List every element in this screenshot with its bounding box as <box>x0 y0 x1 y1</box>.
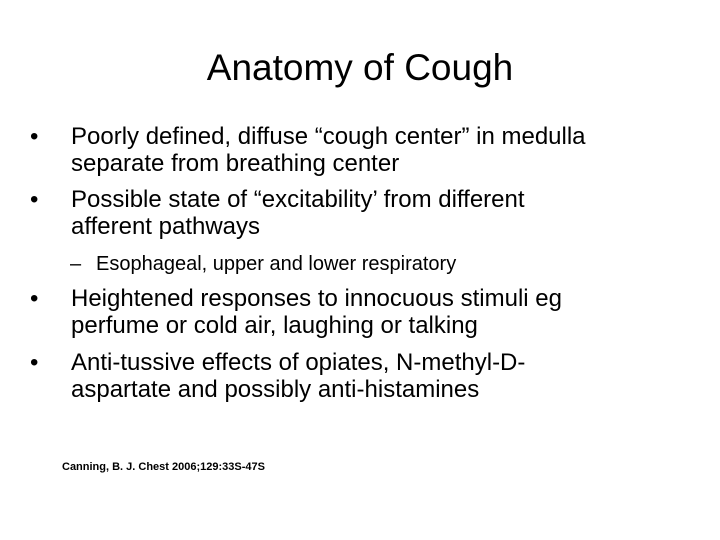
bullet-text: Heightened responses to innocuous stimuli eg perfume or cold air, laughing or talking <box>71 285 562 339</box>
citation: Canning, B. J. Chest 2006;129:33S-47S <box>62 461 265 473</box>
bullet-marker: • <box>30 285 39 312</box>
bullet-marker: • <box>30 123 39 150</box>
bullet-text: Possible state of “excitability’ from different afferent pathways <box>71 186 525 240</box>
bullet-marker: • <box>30 186 39 213</box>
slide-title: Anatomy of Cough <box>206 47 514 88</box>
bullet-marker: • <box>30 349 39 376</box>
bullet-text: Anti-tussive effects of opiates, N-methyl-D- aspartate and possibly anti-histamines <box>71 349 526 403</box>
bullet-text: Poorly defined, diffuse “cough center” in medulla separate from breathing center <box>71 123 586 177</box>
sub-bullet-marker: – <box>70 253 82 275</box>
sub-bullet-text: Esophageal, upper and lower respiratory <box>96 253 457 275</box>
